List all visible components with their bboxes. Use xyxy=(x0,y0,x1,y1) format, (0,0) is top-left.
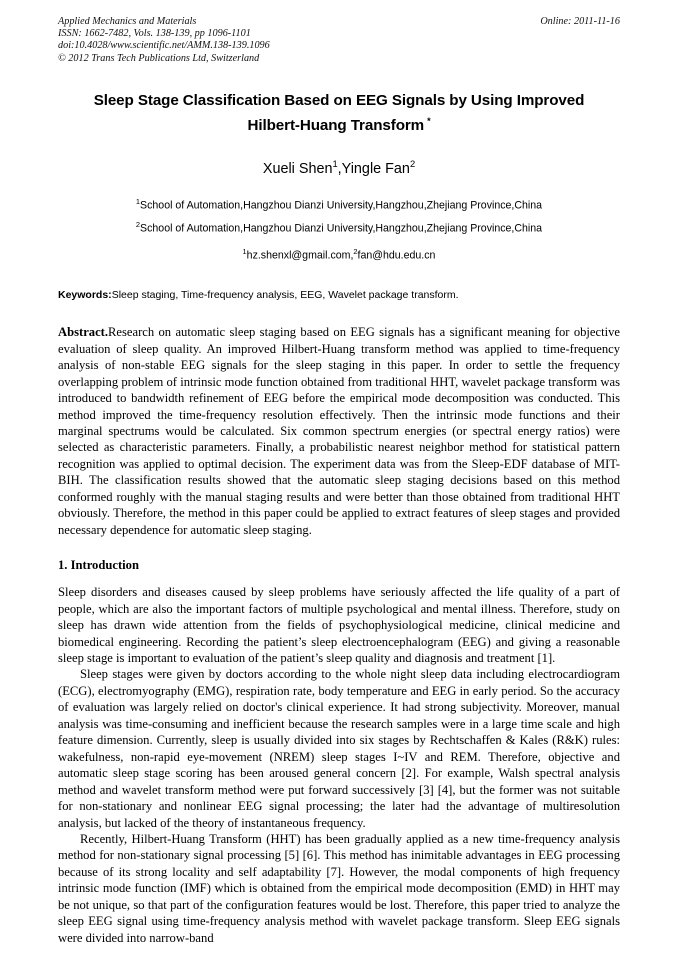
introduction-paragraph-1: Sleep disorders and diseases caused by sleep problems have seriously affected the life quality of a part of people, which are also the important factors of multiple psychological and mental illness. Therefore, study on sleep has drawn wide attention from the fields of psychophysiological medicine, clinical medicine and biomedical engineering. Recording the patient’s sleep electroencephalogram (EEG) and giving a reasonable sleep stage is important to evaluation of the patient’s sleep quality and diagnosis and treatment [1]. xyxy=(58,585,620,665)
keywords-label: Keywords: xyxy=(58,289,112,302)
section-heading-introduction: 1. Introduction xyxy=(58,558,139,573)
email-2-marker: 2 xyxy=(353,246,358,256)
title-footnote-marker: * xyxy=(427,115,431,126)
email-1-marker: 1 xyxy=(242,246,247,256)
affiliation-2-marker: 2 xyxy=(135,220,141,230)
affiliation-list xyxy=(58,192,620,239)
author-1-affiliation-marker: 1 xyxy=(332,157,338,169)
journal-name: Applied Mechanics and Materials xyxy=(58,16,197,27)
affiliation-1-marker: 1 xyxy=(135,196,141,206)
author-2-affiliation-marker: 2 xyxy=(409,157,416,169)
title-line-2: Hilbert-Huang Transform xyxy=(247,116,425,134)
affiliation-1 xyxy=(58,192,620,216)
email-1[interactable]: hz.shenxl@gmail.com, xyxy=(246,249,354,262)
author-name-1: Xueli Shen xyxy=(262,160,333,177)
abstract-text: Research on automatic sleep staging based on EEG signals has a significant meaning for objective evaluation of sleep quality. An improved Hilbert-Huang transform method was applied to time-frequency analysis of non-stable EEG signals for the sleep staging in this paper. In order to settle the frequency overlapping problem of intrinsic mode function obtained from traditional HHT, wavelet package transform was introduced to bandwidth refinement of EEG before the empirical mode decomposition was conducted. This method improved the time-frequency resolution effectively. Then the intrinsic mode functions and their marginal spectrums would be calculated. Six common spectrum energies (or spectral energy ratios) were selected as characteristic parameters. Finally, a probabilistic nearest neighbor method for statistical pattern recognition was applied to optimal decision. The experiment data was from the Sleep-EDF database of MIT-BIH. The classification results showed that the automatic sleep staging decisions based on this method conformed roughly with the manual staging results and were better than those obtained from traditional HHT obviously. Therefore, the method in this paper could be applied to extract features of sleep stages and provided necessary dependence for automatic sleep staging. xyxy=(58,325,620,537)
abstract-block xyxy=(58,324,620,538)
journal-doi: doi:10.4028/www.scientific.net/AMM.138-139.1096 xyxy=(58,40,270,52)
title-line-2-wrap xyxy=(58,111,620,136)
journal-header xyxy=(58,16,620,65)
author-emails xyxy=(58,245,620,263)
author-name-2: Yingle Fan xyxy=(341,160,410,177)
author-list xyxy=(58,155,620,178)
affiliation-2 xyxy=(58,215,620,239)
introduction-paragraph-2: Sleep stages were given by doctors according to the whole night sleep data including electrocardiogram (ECG), electromyography (EMG), respiration rate, body temperature and EEG in early period. So the accuracy of evaluation was largely relied on doctor's clinical experience. It had strong subjectivity. Moreover, manual analysis was time-consuming and inefficient because the research samples were in a large time scale and high feature dimension. Currently, sleep is usually divided into six stages by Rechtschaffen & Kales (R&K) rules: wakefulness, non-rapid eye-movement (NREM) sleep stages I~IV and REM. Therefore, objective and automatic sleep stage scoring has been aroused general concern [2]. For example, Walsh spectral analysis method and wavelet transform method were put forward successively [3] [4], but the former was not suitable for non-stationary and nonlinear EEG signal processing; the later had the advantage of multiresolution analysis, but lacked of the theory of instantaneous frequency. xyxy=(58,667,620,830)
keywords-text: Sleep staging, Time-frequency analysis, EEG, Wavelet package transform. xyxy=(111,289,459,302)
introduction-paragraph-3: Recently, Hilbert-Huang Transform (HHT) has been gradually applied as a new time-frequency analysis method for non-stationary signal processing [5] [6]. This method has inimitable advantages in EEG processing because of its strong locality and self adaptability [7]. However, the modal components of high frequency intrinsic mode function (IMF) which is obtained from the empirical mode decomposition (EMD) in HHT may be not unique, so that part of the configuration features would be lost. Therefore, this paper tried to analyze the sleep EEG signal using time-frequency analysis method with wavelet package transform. Sleep EEG signals were divided into narrow-band xyxy=(58,831,620,945)
page-title xyxy=(58,91,620,136)
abstract-label: Abstract. xyxy=(58,325,109,340)
author-separator: , xyxy=(337,160,342,177)
affiliation-1-text: School of Automation,Hangzhou Dianzi University,Hangzhou,Zhejiang Province,China xyxy=(140,199,543,212)
title-line-1: Sleep Stage Classification Based on EEG Signals by Using Improved xyxy=(93,91,585,109)
journal-copyright: © 2012 Trans Tech Publications Ltd, Switzerland xyxy=(58,52,260,64)
journal-issn-volume: ISSN: 1662-7482, Vols. 138-139, pp 1096-1101 xyxy=(58,28,251,40)
keywords-line xyxy=(58,288,620,302)
affiliation-2-text: School of Automation,Hangzhou Dianzi University,Hangzhou,Zhejiang Province,China xyxy=(140,222,543,235)
email-2[interactable]: fan@hdu.edu.cn xyxy=(357,249,436,262)
online-publication-date: Online: 2011-11-16 xyxy=(540,16,620,27)
